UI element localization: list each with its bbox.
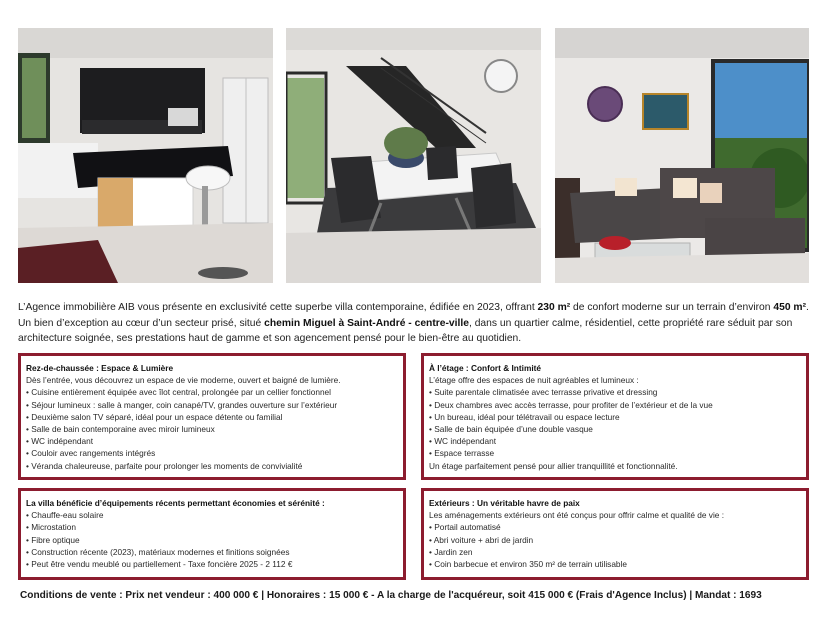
etage-box <box>421 353 809 480</box>
list-item: • Espace terrasse <box>429 447 800 459</box>
etage-list <box>429 386 800 459</box>
list-item: • Chauffe-eau solaire <box>26 509 397 521</box>
rdc-intro: Dès l’entrée, vous découvrez un espace de vie moderne, ouvert et baigné de lumière. <box>26 375 341 386</box>
list-item: • Deux chambres avec accès terrasse, pour profiter de l’extérieur et de la vue <box>429 399 800 411</box>
list-item: • Suite parentale climatisée avec terrasse privative et dressing <box>429 386 800 398</box>
rdc-box <box>18 353 406 480</box>
list-item: • Deuxième salon TV séparé, idéal pour un espace détente ou familial <box>26 411 397 423</box>
intro-paragraph: L’Agence immobilière AIB vous présente en exclusivité cette superbe villa contemporaine, édifiée en 2023, offrant 230 m² de confort moderne sur un terrain d’environ 450 m². Un bien d’exception au cœur d’un secteur prisé, situé chemin Miguel à Saint-André - centre-ville, dans un quartier calme, résidentiel, cette propriété rare séduit par son architecture soignée, ses prestations haut de gamme et son agencement pensé pour le bien-être au quotidien. <box>18 302 809 344</box>
list-item: • Portail automatisé <box>429 521 800 533</box>
list-item: • Fibre optique <box>26 534 397 546</box>
list-item: • Cuisine entièrement équipée avec îlot central, prolongée par un cellier fonctionnel <box>26 386 397 398</box>
kitchen-photo <box>18 28 273 283</box>
rdc-title: Rez-de-chaussée : Espace & Lumière <box>26 363 174 373</box>
list-item: • Séjour lumineux : salle à manger, coin canapé/TV, grandes ouverture sur l’extérieur <box>26 399 397 411</box>
list-item: • Construction récente (2023), matériaux modernes et finitions soignées <box>26 546 397 558</box>
etage-outro: Un étage parfaitement pensé pour allier tranquillité et fonctionnalité. <box>429 460 678 471</box>
exterieurs-title: Extérieurs : Un véritable havre de paix <box>429 498 580 508</box>
exterieurs-list <box>429 521 800 570</box>
list-item: • Coin barbecue et environ 350 m² de terrain utilisable <box>429 558 800 570</box>
list-item: • Véranda chaleureuse, parfaite pour prolonger les moments de convivialité <box>26 460 397 472</box>
list-item: • Jardin zen <box>429 546 800 558</box>
living-room-photo <box>555 28 809 283</box>
equipements-title: La villa bénéficie d’équipements récents permettant économies et sérénité : <box>26 498 325 508</box>
exterieurs-box <box>421 488 809 580</box>
list-item: • Un bureau, idéal pour télétravail ou espace lecture <box>429 411 800 423</box>
list-item: • Couloir avec rangements intégrés <box>26 447 397 459</box>
list-item: • WC indépendant <box>26 435 397 447</box>
list-item: • Salle de bain équipée d’une double vasque <box>429 423 800 435</box>
equipements-list <box>26 509 397 570</box>
list-item: • Microstation <box>26 521 397 533</box>
etage-title: À l’étage : Confort & Intimité <box>429 363 542 373</box>
etage-intro: L’étage offre des espaces de nuit agréables et lumineux : <box>429 375 639 386</box>
list-item: • Peut être vendu meublé ou partiellement - Taxe foncière 2025 - 2 112 € <box>26 558 397 570</box>
list-item: • Salle de bain contemporaine avec miroir lumineux <box>26 423 397 435</box>
equipements-box <box>18 488 406 580</box>
dining-staircase-photo <box>286 28 541 283</box>
list-item: • WC indépendant <box>429 435 800 447</box>
rdc-list <box>26 386 397 471</box>
list-item: • Abri voiture + abri de jardin <box>429 534 800 546</box>
exterieurs-intro: Les aménagements extérieurs ont été conçus pour offrir calme et qualité de vie : <box>429 510 725 521</box>
sale-conditions: Conditions de vente : Prix net vendeur : 400 000 € | Honoraires : 15 000 € - A la charge de l'acquéreur, soit 415 000 € (Frais d'Agence Inclus) | Mandat : 1693 <box>20 590 762 601</box>
